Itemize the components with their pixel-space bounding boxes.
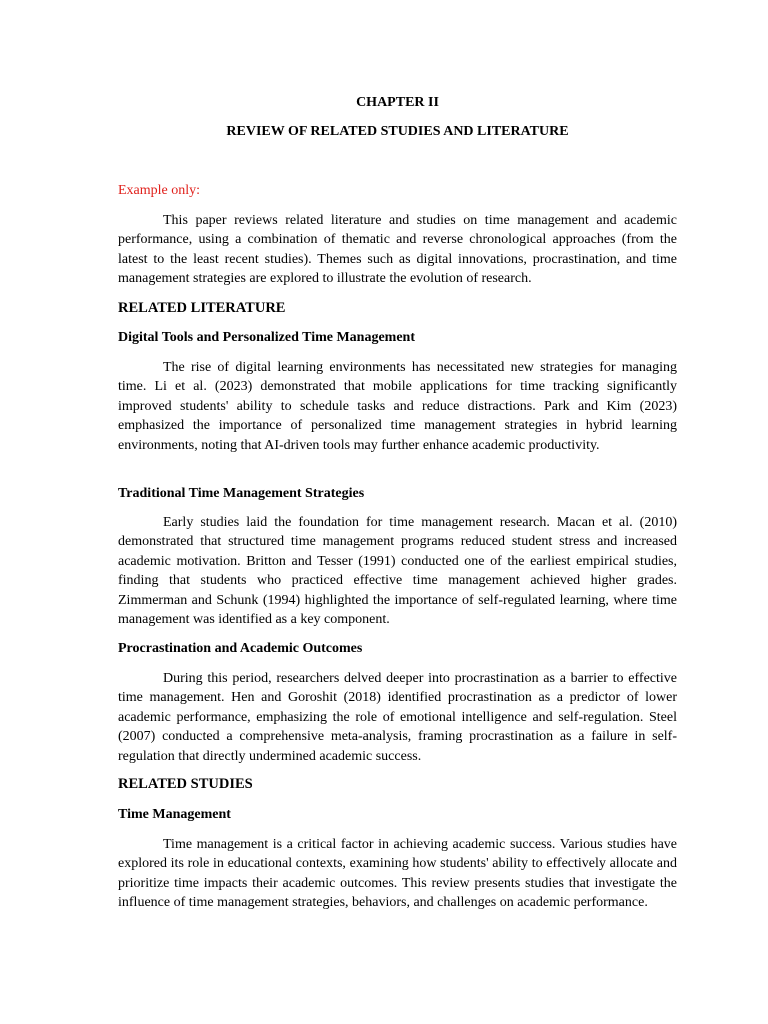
related-studies-heading: RELATED STUDIES (118, 776, 253, 792)
subsection-heading: Procrastination and Academic Outcomes (118, 641, 363, 656)
chapter-title: REVIEW OF RELATED STUDIES AND LITERATURE (226, 124, 569, 139)
subsection-paragraph: Time management is a critical factor in achieving academic success. Various studies have explored its role in educational contexts, examining how students' ability to effectively allocate and prioritize time impacts their academic outcomes. This review presents studies that investigate the influence of time management strategies, behaviors, and challenges on academic performance. (118, 837, 677, 911)
related-literature-heading: RELATED LITERATURE (118, 300, 286, 316)
subsection-heading: Digital Tools and Personalized Time Management (118, 330, 415, 345)
subsection-paragraph: Early studies laid the foundation for time management research. Macan et al. (2010) demonstrated that structured time management programs reduced student stress and increased academic motivation. Britton and Tesser (1991) conducted one of the earliest empirical studies, finding that students who practiced effective time management achieved higher grades. Zimmerman and Schunk (1994) highlighted the importance of self-regulated learning, where time management was identified as a key component. (118, 515, 677, 628)
subsection-paragraph: The rise of digital learning environments has necessitated new strategies for managing time. Li et al. (2023) demonstrated that mobile applications for time tracking significantly improved students' ability to schedule tasks and reduce distractions. Park and Kim (2023) emphasized the importance of personalized time management strategies in hybrid learning environments, noting that AI-driven tools may further enhance academic productivity. (118, 360, 677, 453)
subsection-heading: Traditional Time Management Strategies (118, 486, 365, 501)
subsection-paragraph: During this period, researchers delved deeper into procrastination as a barrier to effective time management. Hen and Goroshit (2018) identified procrastination as a predictor of lower academic performance, emphasizing the role of emotional intelligence and self-regulation. Steel (2007) conducted a comprehensive meta-analysis, framing procrastination as a failure in self-regulation that directly undermined academic success. (118, 671, 677, 764)
example-note: Example only: (118, 183, 201, 198)
chapter-heading: CHAPTER II (356, 95, 439, 110)
subsection-heading: Time Management (118, 807, 231, 822)
intro-paragraph: This paper reviews related literature and studies on time management and academic performance, using a combination of thematic and reverse chronological approaches (from the latest to the least recent studies). Themes such as digital innovations, procrastination, and time management strategies are explored to illustrate the evolution of research. (118, 213, 677, 287)
